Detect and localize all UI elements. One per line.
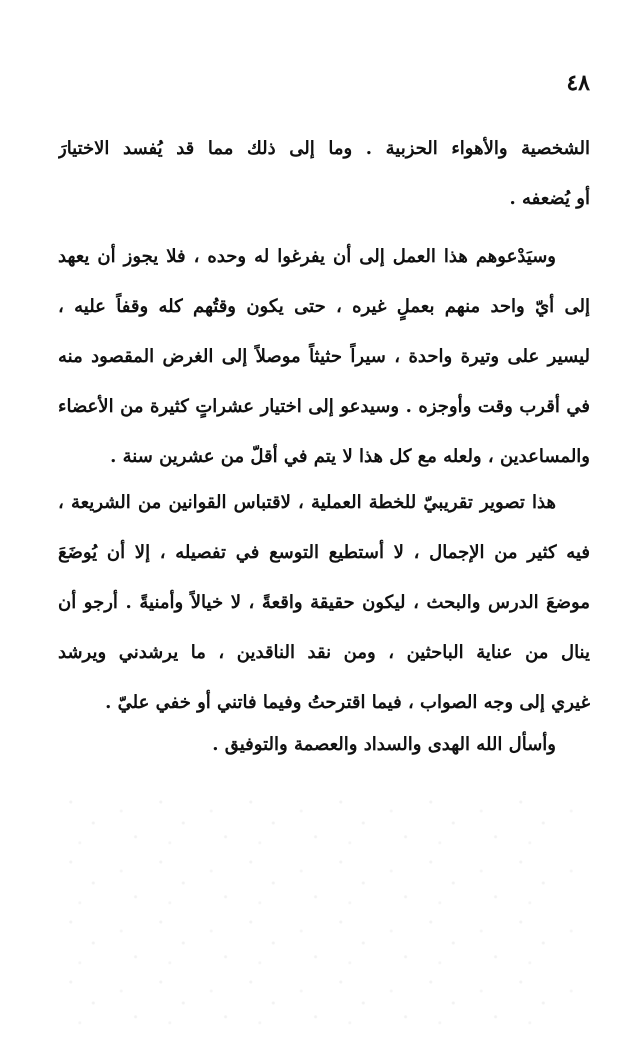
paragraph-4 [58,722,590,768]
paragraph-line: ليسير على وتيرة واحدة ، سيراً حثيثاً موصلاً إلى الغرض المقصود منه [58,346,590,367]
paragraph-line: أو يُضعفه . [509,188,590,209]
paragraph-3 [58,478,590,728]
paragraph-line: وأسأل الله الهدى والسداد والعصمة والتوفيق . [212,734,556,755]
paragraph-line: هذا تصوير تقريبيّ للخطة العملية ، لاقتباس القوانين من الشريعة ، [58,492,556,513]
paragraph-line: والمساعدين ، ولعله مع كل هذا لا يتم في أقلّ من عشرين سنة . [110,446,590,467]
paragraph-line: فيه كثير من الإجمال ، لا أستطيع التوسع في تفصيله ، إلا أن يُوضَعَ [58,542,590,563]
paragraph-2 [58,232,590,482]
paragraph-line: ينال من عناية الباحثين ، ومن نقد الناقدين ، ما يرشدني ويرشد [58,642,590,663]
scan-noise-texture [60,790,580,1030]
paragraph-line: غيري إلى وجه الصواب ، فيما اقترحتُ وفيما فاتني أو خفي عليّ . [105,692,590,713]
page-number: ٤٨ [566,70,590,96]
paragraph-line: في أقرب وقت وأوجزه . وسيدعو إلى اختيار عشراتٍ كثيرة من الأعضاء [58,396,590,417]
paragraph-line: وسيَدْعوهم هذا العمل إلى أن يفرغوا له وحده ، فلا يجوز أن يعهد [58,246,556,267]
paragraph-1 [58,124,590,224]
paragraph-line: الشخصية والأهواء الحزبية . وما إلى ذلك مما قد يُفسد الاختيارَ [58,138,590,159]
paragraph-line: موضعَ الدرس والبحث ، ليكون حقيقة واقعةً ، لا خيالاً وأمنيةً . أرجو أن [58,592,590,613]
paragraph-line: إلى أيّ واحد منهم بعملٍ غيره ، حتى يكون وقتُهم كله وقفاً عليه ، [58,296,590,317]
